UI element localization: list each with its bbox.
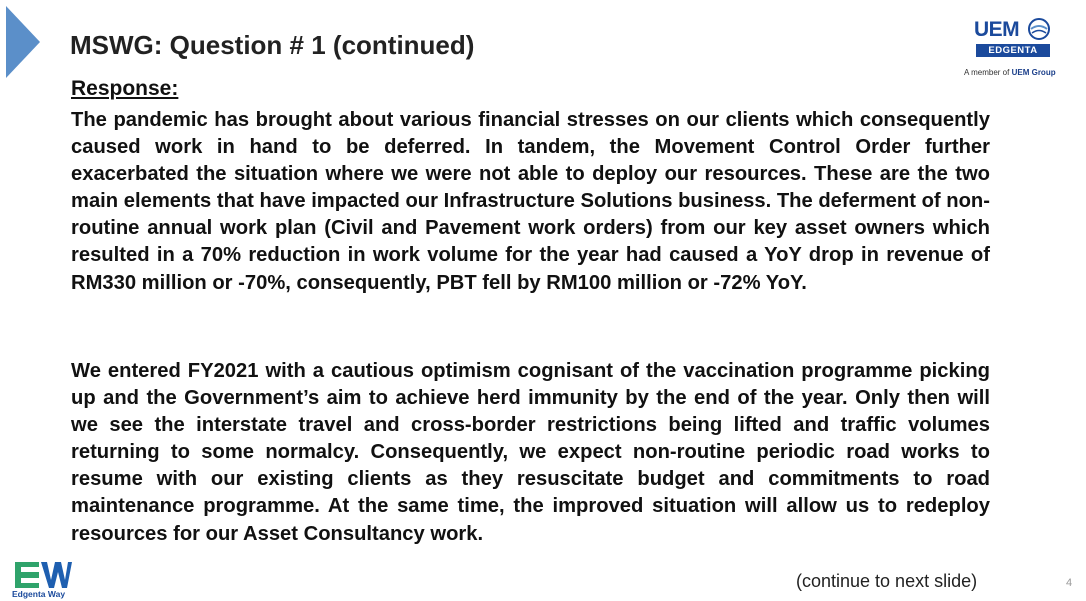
slide-title: MSWG: Question # 1 (continued)	[70, 30, 475, 60]
globe-icon	[1028, 18, 1050, 40]
edgenta-way-caption: Edgenta Way	[12, 589, 66, 599]
page-number: 4	[1066, 577, 1073, 589]
response-paragraph-2: We entered FY2021 with a cautious optimism cognisant of the vaccination programme picking up and the Government’s aim to achieve herd immunity by the end of the year. Only then will we see the interstate travel and cross-border restrictions being lifted and traffic volumes returning to some normalcy. Consequently, we expect non-routine periodic road works to resume with our existing clients as they resuscitate budget and commitments to road maintenance programme. At the same time, the improved situation will allow us to redeploy resources for our Asset Consultancy work.	[71, 360, 990, 545]
logo-member-prefix: A member of	[964, 68, 1010, 77]
logo-member-group: UEM Group	[1011, 68, 1056, 77]
logo-edgenta-bar: EDGENTA	[976, 44, 1050, 57]
logo-member-line	[964, 68, 1056, 77]
corner-arrow-icon	[0, 6, 40, 78]
uem-edgenta-logo	[958, 16, 1070, 82]
response-paragraph-1: The pandemic has brought about various financial stresses on our clients which consequently caused work in hand to be deferred. In tandem, the Movement Control Order further exacerbated the situation where we were not able to deploy our resources. These are the two main elements that have impacted our Infrastructure Solutions business. The deferment of non-routine annual work plan (Civil and Pavement work orders) from our key asset owners which resulted in a 70% reduction in work volume for the year had caused a YoY drop in revenue of RM330 million or -70%, consequently, PBT fell by RM100 million or -72% YoY.	[71, 109, 990, 294]
continue-note: (continue to next slide)	[796, 571, 978, 591]
logo-uem-text: UEM	[974, 18, 1020, 41]
response-label: Response:	[71, 77, 179, 100]
